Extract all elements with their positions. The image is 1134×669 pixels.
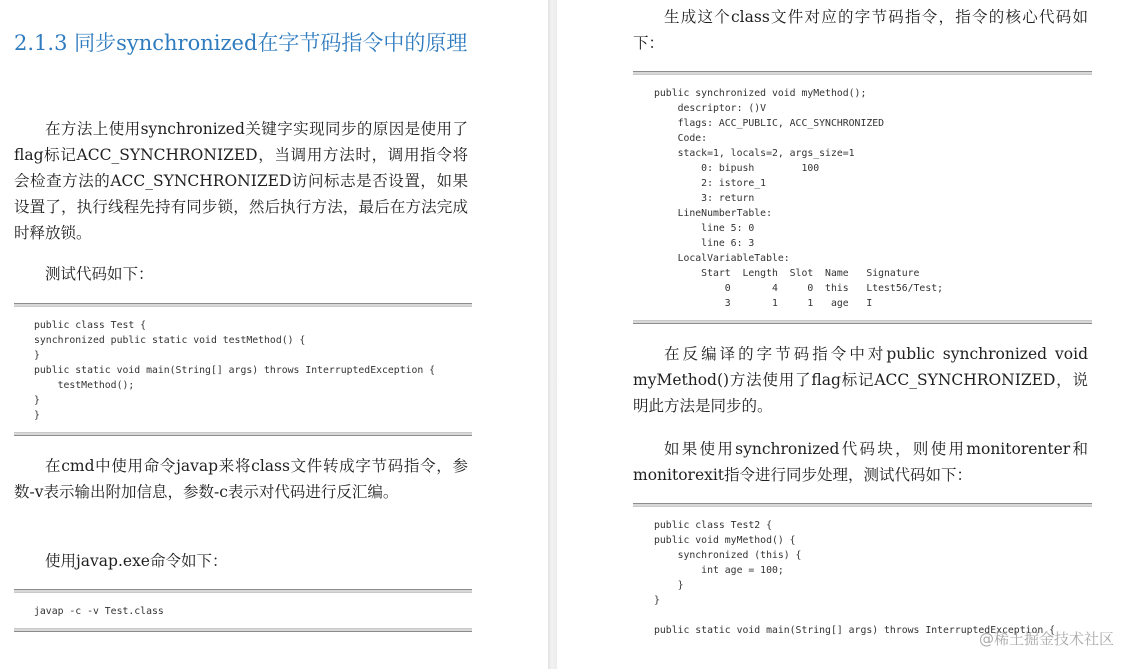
code-test-class: public class Test { synchronized public static void testMethod() { } public static void main(String[] args) throws InterruptedException { testMethod(); } } (34, 320, 436, 421)
decompile-paragraph: 在反编译的字节码指令中对public synchronized void myMethod()方法使用了flag标记ACC_SYNCHRONIZED，说明此方法是同步的。 (633, 345, 1088, 415)
code-bytecode: public synchronized void myMethod(); descriptor: ()V flags: ACC_PUBLIC, ACC_SYNCHRONIZED Code: stack=1, locals=2, args_size=1 0: bipush 100 2: istore_1 3: return LineNumberTable: line 5: 0 line 6: 3 LocalVariableTable: Start Length Slot Name Signature 0 4 0 this Ltest56/Test; 3 1 1 age I (654, 88, 944, 309)
watermark: @稀土掘金技术社区 (978, 630, 1114, 648)
javap-paragraph: 在cmd中使用命令javap来将class文件转成字节码指令，参数-v表示输出附加信息，参数-c表示对代码进行反汇编。 (14, 457, 468, 501)
code-block-bytecode (633, 71, 1092, 324)
test-code-intro: 测试代码如下： (45, 265, 154, 283)
page-gutter (548, 0, 557, 669)
javap-command-intro: 使用javap.exe命令如下： (45, 552, 228, 570)
section-title: 2.1.3 同步synchronized在字节码指令中的原理 (14, 31, 468, 55)
sync-block-paragraph: 如果使用synchronized代码块，则使用monitorenter和monitorexit指令进行同步处理，测试代码如下： (633, 440, 1088, 484)
code-block-test (14, 303, 472, 436)
code-test2-class: public class Test2 { public void myMethod() { synchronized (this) { int age = 100; } } public static void main(String[] args) throws InterruptedException { (654, 520, 1056, 636)
right-page (557, 0, 1134, 669)
bytecode-intro: 生成这个class文件对应的字节码指令，指令的核心代码如下： (633, 8, 1088, 52)
left-page (0, 0, 548, 669)
code-javap-command: javap -c -v Test.class (34, 606, 164, 617)
code-block-javap (14, 589, 472, 632)
intro-paragraph: 在方法上使用synchronized关键字实现同步的原因是使用了flag标记ACC_SYNCHRONIZED，当调用方法时，调用指令将会检查方法的ACC_SYNCHRONIZED访问标志是否设置，如果设置了，执行线程先持有同步锁，然后执行方法，最后在方法完成时释放锁。 (14, 120, 468, 242)
